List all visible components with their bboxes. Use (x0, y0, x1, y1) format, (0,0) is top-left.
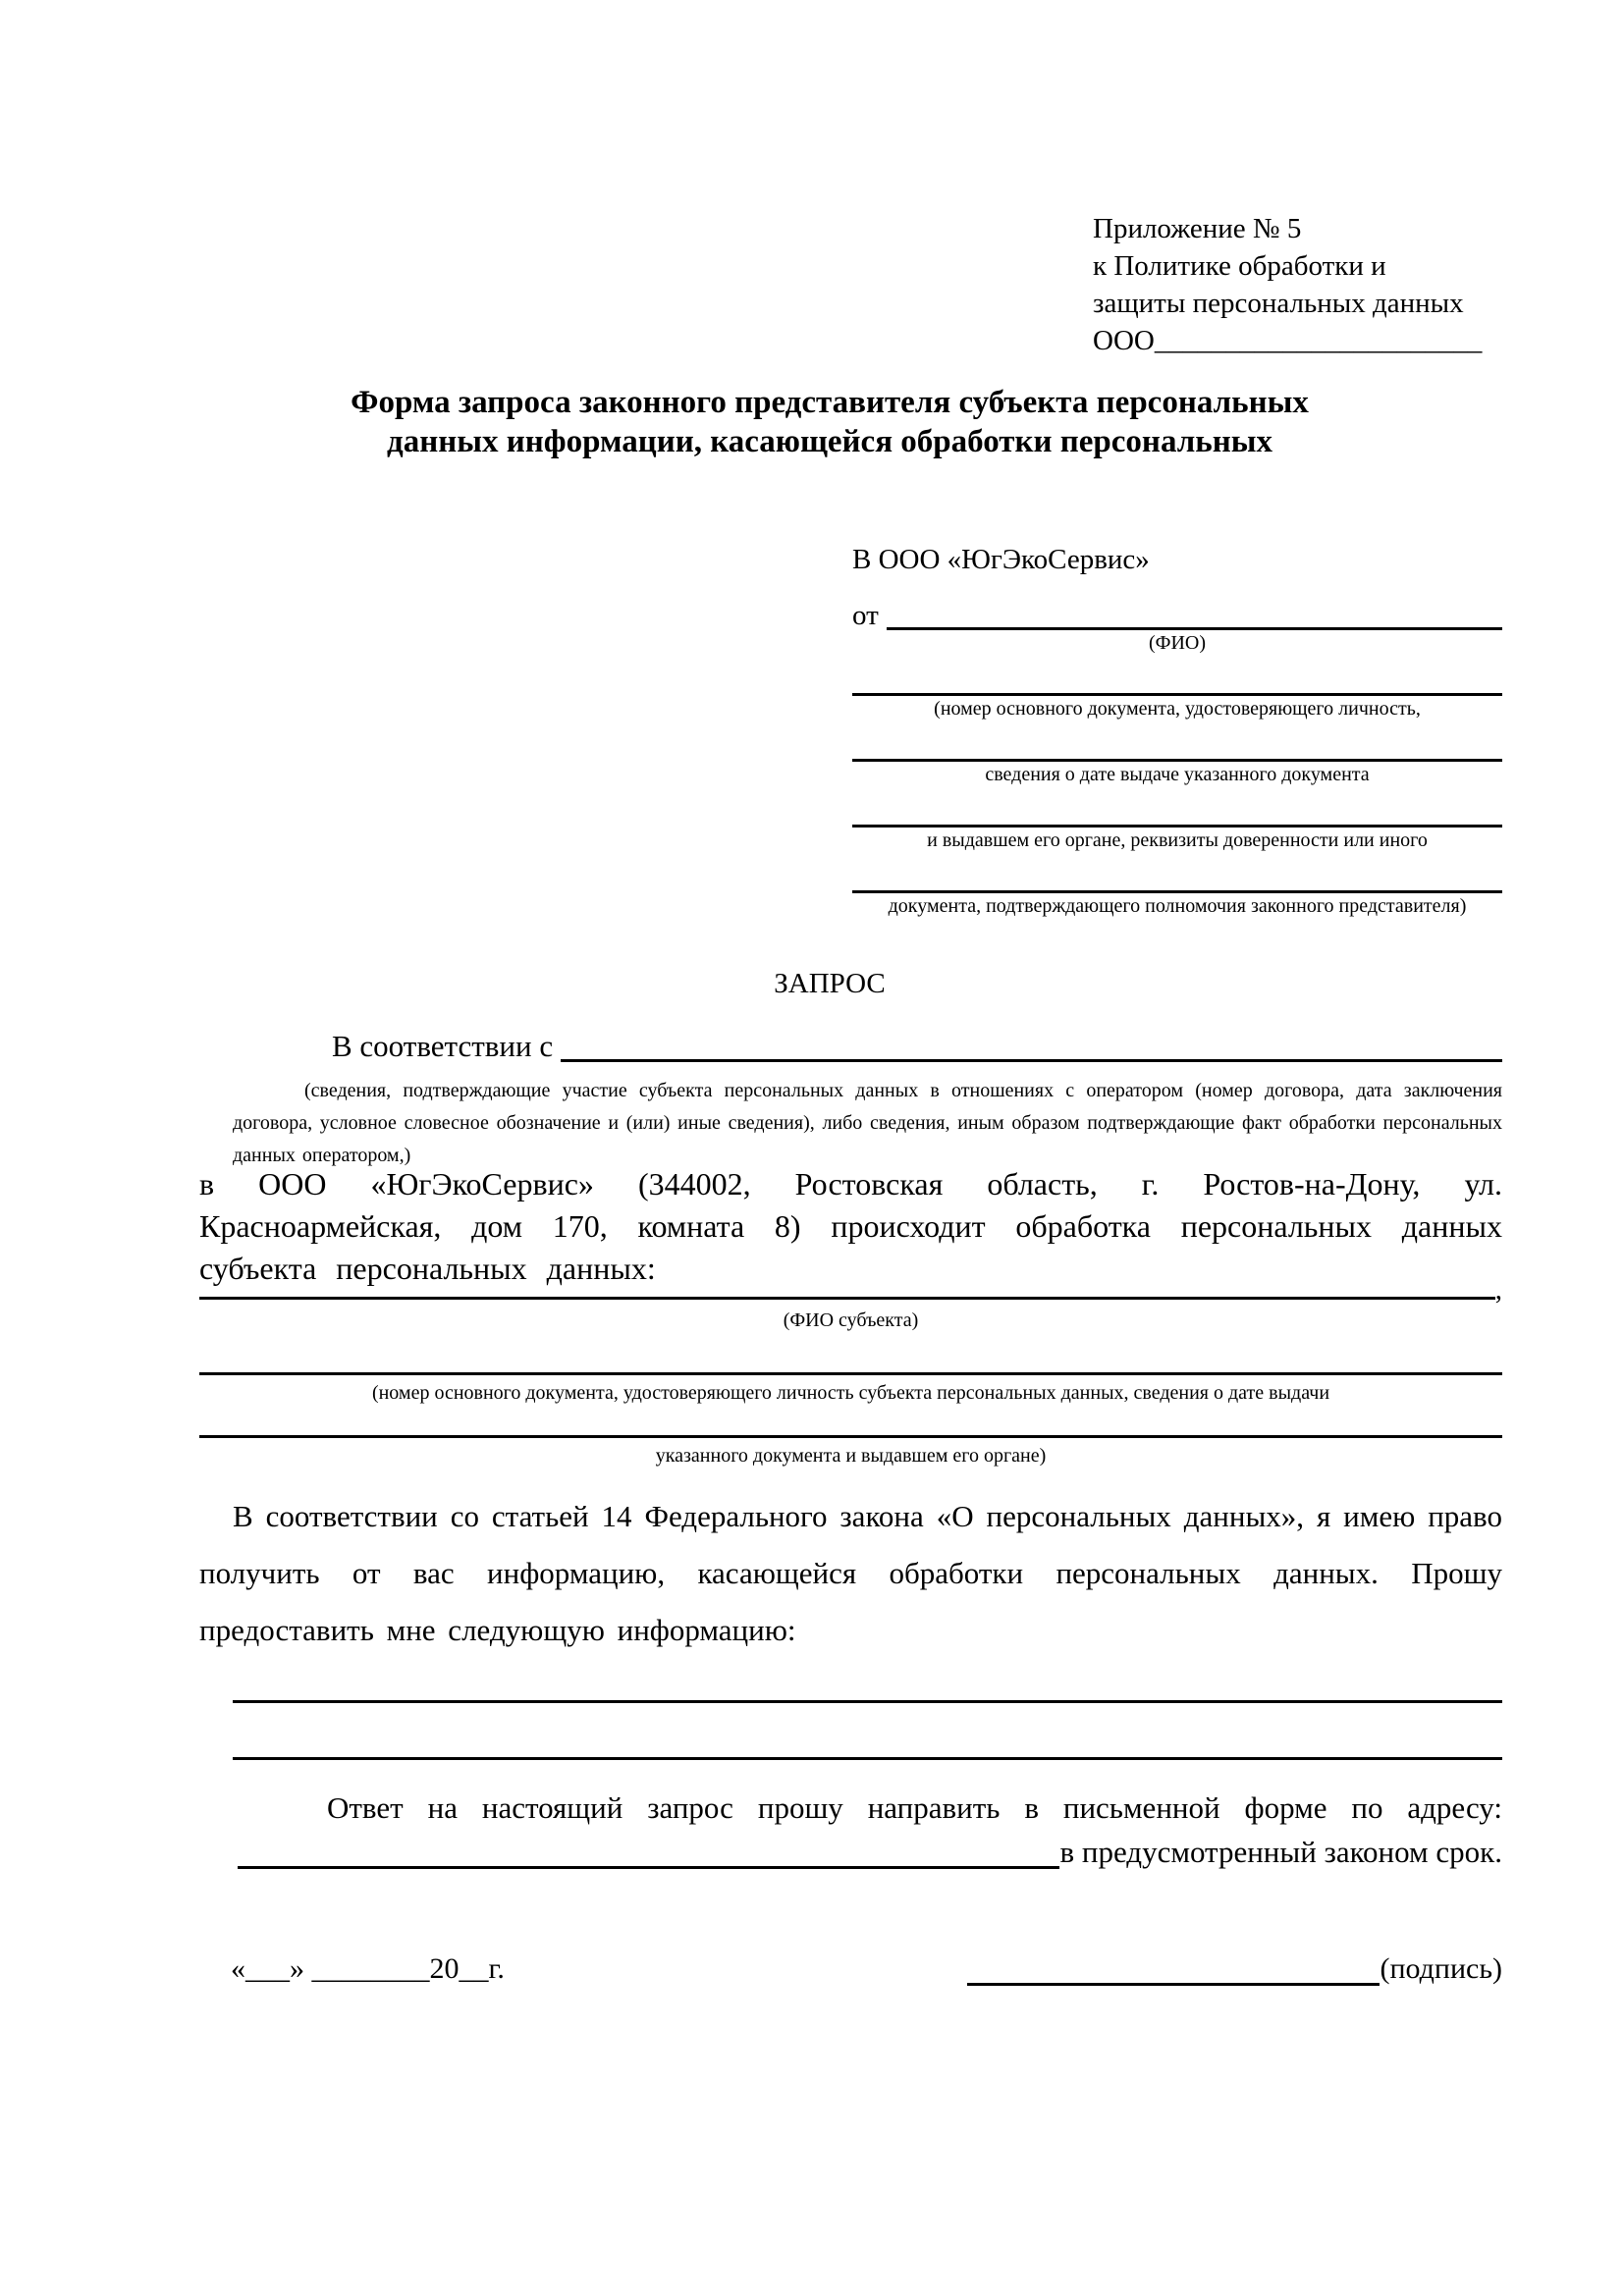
intro-label: В соответствии с (332, 1029, 554, 1063)
blank-line-issuing-authority (852, 795, 1502, 828)
appendix-header-line: Приложение № 5 (1093, 213, 1302, 244)
blank-line-requested-info-2 (233, 1732, 1502, 1760)
subject-line-suffix: , (1494, 1274, 1502, 1306)
from-row (852, 595, 1502, 630)
blank-line-issue-date (852, 729, 1502, 762)
blank-line-relations-info (561, 1022, 1502, 1062)
addressee-block (852, 542, 1502, 919)
date-blank: «___» ________20__г. (231, 1952, 505, 1985)
blank-line-subject-document-2 (199, 1410, 1502, 1438)
appendix-header-line: защиты персональных данных (1093, 288, 1464, 319)
issuing-authority-caption: и выдавшем его органе, реквизиты доверенности или иного (927, 829, 1428, 851)
footer-row (199, 1949, 1502, 1986)
intro-caption: (сведения, подтверждающие участие субъекта персональных данных в отношениях с оператором (номер договора, дата заключения договора, условное словесное обозначение и (или) иные сведения), либо сведения, иным образом подтверждающие факт обработки персональных данных оператором,) (233, 1080, 1502, 1166)
blank-line-subject-document (199, 1347, 1502, 1375)
document-title-line: данных информации, касающейся обработки персональных (387, 424, 1272, 459)
subject-fio-row (199, 1272, 1502, 1306)
fio-caption: (ФИО) (1148, 632, 1206, 654)
subject-fio-caption: (ФИО субъекта) (783, 1309, 919, 1331)
blank-line-reply-address (238, 1839, 1059, 1869)
reply-address-row (238, 1835, 1502, 1869)
issue-date-caption: сведения о дате выдаче указанного документа (985, 764, 1370, 785)
operator-paragraph: в ООО «ЮгЭкоСервис» (344002, Ростовская область, г. Ростов-на-Дону, ул. Красноармейская, дом 170, комната 8) происходит обработка персональных данных субъекта персональных данных: (199, 1166, 1502, 1286)
request-heading: ЗАПРОС (774, 968, 886, 999)
addressee-organization: В ООО «ЮгЭкоСервис» (852, 544, 1150, 575)
appendix-header (1093, 210, 1482, 359)
from-label: от (852, 600, 879, 631)
document-title (157, 383, 1502, 461)
reply-paragraph: Ответ на настоящий запрос прошу направить в письменной форме по адресу: (327, 1790, 1502, 1825)
blank-line-authority-document (852, 861, 1502, 893)
document-title-line: Форма запроса законного представителя субъекта персональных (351, 385, 1309, 420)
law-paragraph: В соответствии со статьей 14 Федерального закона «О персональных данных», я имею право получить от вас информацию, касающейся обработки персональных данных. Прошу предоставить мне следующую информацию: (199, 1499, 1502, 1647)
intro-row (199, 1025, 1502, 1062)
blank-line-requested-info-1 (233, 1675, 1502, 1703)
appendix-header-line: к Политике обработки и (1093, 250, 1386, 282)
reply-deadline: в предусмотренный законом срок. (1059, 1835, 1502, 1869)
document-number-caption: (номер основного документа, удостоверяющего личность, (934, 698, 1421, 720)
subject-document-caption-2: указанного документа и выдавшем его органе) (655, 1445, 1047, 1467)
subject-document-caption-1: (номер основного документа, удостоверяющего личность субъекта персональных данных, сведения о дате выдачи (371, 1382, 1330, 1404)
company-blank-line: ООО_______________________ (1093, 325, 1483, 356)
blank-line-subject-fio (199, 1269, 1495, 1300)
blank-line-fio (887, 592, 1502, 630)
blank-line-signature (967, 1946, 1380, 1986)
authority-document-caption: документа, подтверждающего полномочия законного представителя) (888, 895, 1467, 917)
blank-line-document-number (852, 664, 1502, 696)
signature-caption: (подпись) (1380, 1952, 1502, 1985)
